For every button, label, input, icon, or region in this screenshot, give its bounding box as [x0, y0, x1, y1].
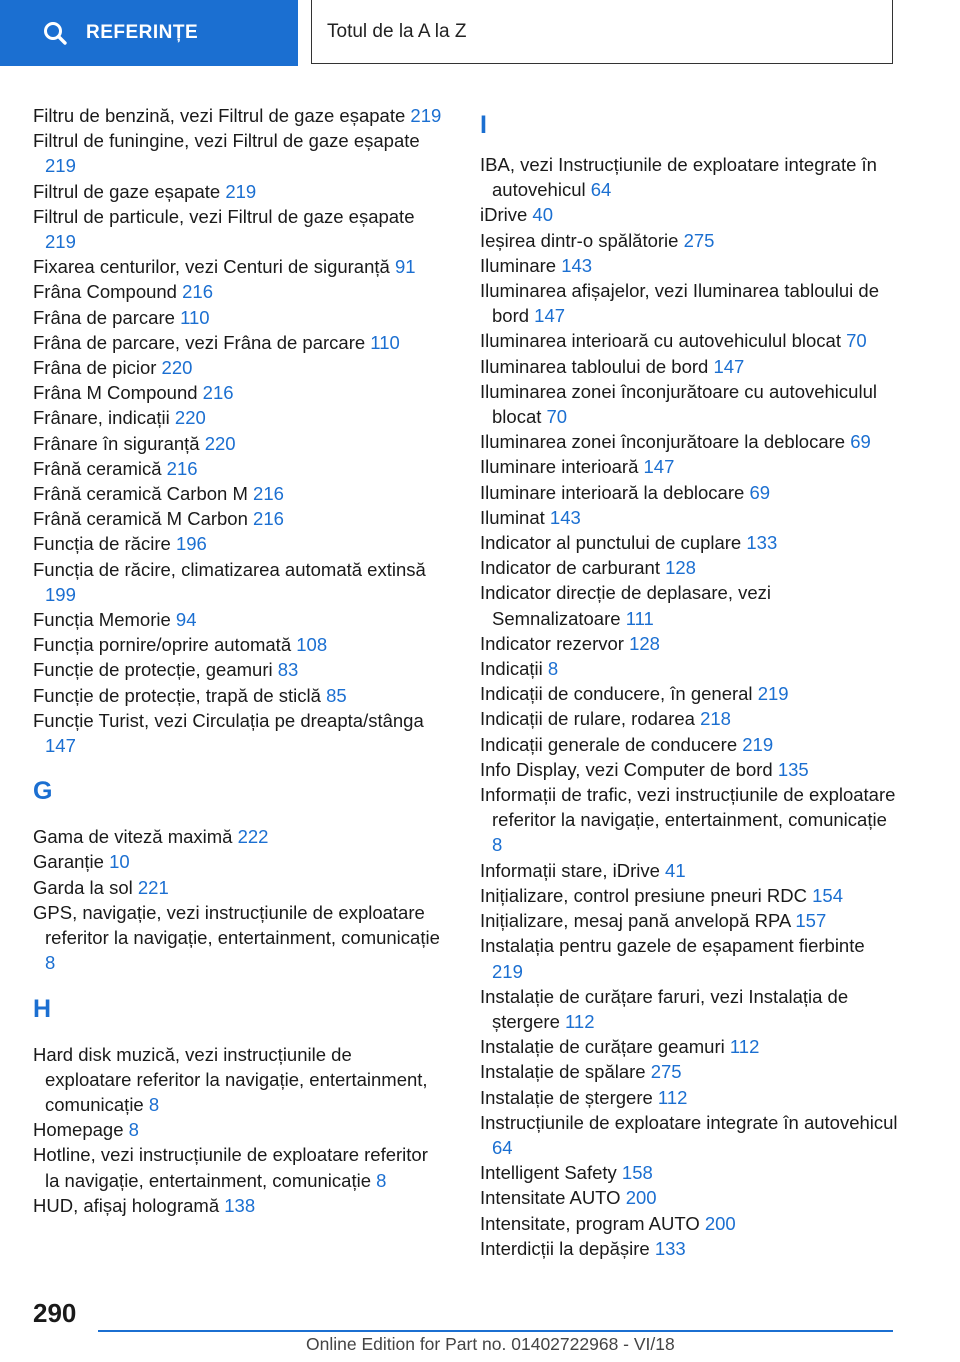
index-entry-text: Frâna Compound [33, 281, 177, 303]
index-entry-text: Frâna M Compound [33, 382, 198, 404]
index-letter-heading: H [33, 994, 52, 1023]
index-entry-text: Indicații generale de conducere [480, 733, 738, 755]
index-entry [33, 1042, 443, 1118]
index-entry [480, 1034, 900, 1059]
page-reference-link[interactable]: 216 [253, 483, 284, 505]
index-entry-text: Indicații de conducere, în general [480, 683, 753, 705]
index-entry-text: Frână ceramică Carbon M [33, 483, 248, 505]
page-reference-link[interactable]: 64 [492, 1136, 513, 1158]
section-title: Totul de la A la Z [327, 20, 467, 42]
index-entry [33, 632, 443, 657]
page-reference-link[interactable]: 133 [746, 532, 778, 554]
index-entry-text: Hard disk muzică, vezi instrucțiunile de exploatare referitor la navigație, entertainment, comunicație [33, 1043, 428, 1115]
page-reference-link[interactable]: 10 [109, 851, 130, 873]
page-reference-link[interactable]: 200 [625, 1187, 657, 1209]
index-entry-text: Instalație de ștergere [480, 1086, 653, 1108]
index-entry [480, 228, 900, 253]
page-reference-link[interactable]: 222 [237, 826, 269, 848]
index-entry [33, 279, 443, 304]
index-entry [33, 849, 443, 874]
page-reference-link[interactable]: 8 [547, 658, 559, 680]
index-entry-text: Informații stare, iDrive [480, 859, 660, 881]
index-entry [480, 858, 900, 883]
index-entry [33, 506, 443, 531]
page-reference-link[interactable]: 110 [370, 331, 400, 353]
index-entry-text: Filtru de benzină, vezi Filtrul de gaze eșapate [33, 105, 406, 126]
page-reference-link[interactable]: 220 [161, 357, 193, 379]
index-entry-text: Iluminare [480, 254, 557, 276]
page-reference-link[interactable]: 128 [629, 632, 660, 654]
index-entry-text: Instalație de curățare faruri, vezi Instalația de ștergere [480, 985, 849, 1032]
page-reference-link[interactable]: 8 [148, 1093, 160, 1115]
index-entry [480, 1059, 900, 1084]
index-entry-text: Instalația pentru gazele de eșapament fierbinte [480, 935, 865, 957]
page-reference-link[interactable]: 219 [45, 155, 76, 177]
page-reference-link[interactable]: 216 [182, 281, 213, 303]
page-reference-link[interactable]: 216 [166, 457, 198, 479]
index-entry [480, 328, 900, 353]
index-column-right [480, 103, 900, 1261]
index-entry [480, 253, 900, 278]
page-reference-link[interactable]: 220 [174, 407, 206, 429]
page-reference-link[interactable]: 108 [296, 634, 328, 656]
page-reference-link[interactable]: 70 [546, 406, 568, 428]
page-reference-link[interactable]: 143 [549, 506, 581, 528]
index-entry [480, 656, 900, 681]
page-reference-link[interactable]: 218 [700, 708, 731, 730]
index-entry [480, 908, 900, 933]
page-reference-link[interactable]: 219 [757, 683, 789, 705]
references-tab-label: REFERINȚE [86, 22, 199, 43]
index-entry-text: Frâna de parcare [33, 306, 175, 328]
index-entry-text: Iluminarea zonei înconjurătoare cu autovehiculul blocat [480, 380, 877, 428]
index-entry [33, 875, 443, 900]
index-entry-text: Intelligent Safety [480, 1162, 617, 1184]
index-letter-heading: I [480, 111, 487, 139]
index-entry [480, 278, 900, 328]
page-reference-link[interactable]: 40 [532, 204, 553, 226]
index-entry-text: Homepage [33, 1119, 124, 1141]
index-entry-text: Iluminare interioară la deblocare [480, 481, 745, 503]
index-entry [480, 782, 900, 858]
index-entry [33, 657, 443, 682]
index-entry-text: Indicator al punctului de cuplare [480, 532, 742, 554]
index-entry-text: Iluminarea zonei înconjurătoare la deblocare [480, 431, 846, 453]
index-entry-text: Instalație de spălare [480, 1061, 646, 1083]
index-entry [480, 1160, 900, 1185]
section-header [311, 0, 893, 64]
footer-divider [98, 1330, 893, 1332]
index-entry-text: Funcție de protecție, geamuri [33, 659, 273, 681]
references-tab[interactable] [0, 0, 298, 66]
index-entry-text: Informații de trafic, vezi instrucțiunile de exploatare referitor la navigație, entertainment, comunicație [480, 784, 896, 831]
index-entry [480, 429, 900, 454]
index-entry [480, 354, 900, 379]
page-reference-link[interactable]: 8 [128, 1119, 139, 1141]
index-entry [33, 330, 443, 355]
page-reference-link[interactable]: 219 [492, 960, 523, 982]
index-entry-text: HUD, afișaj hologramă [33, 1194, 220, 1216]
index-entry-text: Frână ceramică M Carbon [33, 508, 248, 530]
index-entry-text: Filtrul de gaze eșapate [33, 180, 221, 202]
index-entry [480, 580, 900, 630]
page-reference-link[interactable]: 8 [492, 834, 503, 856]
index-entry [33, 380, 443, 405]
index-column-left [33, 103, 443, 1218]
index-letter-heading: G [33, 777, 53, 806]
index-entry [33, 531, 443, 556]
index-entry-text: Frânare în siguranță [33, 432, 200, 454]
page-reference-link[interactable]: 158 [621, 1162, 653, 1184]
index-entry [480, 631, 900, 656]
index-entry-text: Ieșirea dintr-o spălătorie [480, 229, 679, 251]
index-entry [480, 706, 900, 731]
search-icon [42, 20, 68, 46]
index-entry [480, 480, 900, 505]
index-entry-text: GPS, navigație, vezi instrucțiunile de exploatare referitor la navigație, entertainment, comunicație [33, 901, 440, 949]
page-reference-link[interactable]: 69 [850, 431, 871, 453]
index-entry-text: Frână ceramică [33, 457, 162, 479]
index-entry [33, 1193, 443, 1218]
index-entry-text: Indicator direcție de deplasare, vezi Semnalizatoare [480, 582, 772, 629]
page-reference-link[interactable]: 275 [683, 229, 715, 251]
index-entry [33, 355, 443, 380]
page-reference-link[interactable]: 157 [795, 910, 827, 932]
page-reference-link[interactable]: 147 [45, 735, 76, 757]
index-entry-text: Frâna de parcare, vezi Frâna de parcare [33, 331, 366, 353]
index-entry-text: Garda la sol [33, 876, 133, 898]
index-entry-text: Funcția pornire/oprire automată [33, 634, 292, 656]
index-entry [480, 1085, 900, 1110]
index-entry [33, 481, 443, 506]
index-entry-text: Indicații [480, 658, 543, 680]
index-entry [33, 683, 443, 708]
edition-footer: Online Edition for Part no. 01402722968 - VI/18 [306, 1334, 675, 1354]
index-entry [33, 1117, 443, 1142]
page-reference-link[interactable]: 94 [175, 609, 197, 631]
index-entry [33, 824, 443, 849]
index-entry-text: Fixarea centurilor, vezi Centuri de siguranță [33, 256, 390, 278]
index-entry-text: Funcția de răcire [33, 533, 171, 555]
page-reference-link[interactable]: 199 [45, 583, 76, 605]
index-entry [33, 708, 443, 758]
page-reference-link[interactable]: 221 [137, 876, 169, 898]
index-entry-text: Intensitate AUTO [480, 1187, 621, 1209]
index-entry [480, 1236, 900, 1261]
page-reference-link[interactable]: 219 [45, 231, 76, 253]
page-reference-link[interactable]: 112 [729, 1036, 760, 1058]
index-entry [33, 1142, 443, 1192]
page-reference-link[interactable]: 200 [704, 1212, 736, 1234]
page-reference-link[interactable]: 154 [812, 884, 843, 906]
index-entry-text: Indicații de rulare, rodarea [480, 708, 695, 730]
page-reference-link[interactable]: 91 [394, 256, 416, 278]
index-entry-text: Filtrul de particule, vezi Filtrul de gaze eșapate [33, 205, 415, 227]
page-reference-link[interactable]: 133 [654, 1237, 686, 1259]
page-reference-link[interactable]: 216 [202, 382, 234, 404]
index-entry-text: Instrucțiunile de exploatare integrate în autovehicul [480, 1111, 898, 1133]
page-reference-link[interactable]: 85 [326, 684, 347, 706]
page-reference-link[interactable]: 8 [376, 1169, 387, 1191]
page-reference-link[interactable]: 219 [225, 180, 257, 202]
index-entry [480, 732, 900, 757]
index-entry [33, 128, 443, 178]
page-number: 290 [33, 1298, 77, 1328]
page-reference-link[interactable]: 135 [777, 758, 809, 780]
page-reference-link[interactable]: 69 [749, 481, 771, 503]
index-entry-text: Hotline, vezi instrucțiunile de exploatare referitor la navigație, entertainment, comunicație [33, 1144, 428, 1191]
index-entry-text: Frâna de picior [33, 357, 157, 379]
page-reference-link[interactable]: 110 [180, 306, 210, 328]
index-entry [480, 505, 900, 530]
page-reference-link[interactable]: 70 [846, 330, 867, 352]
index-entry [33, 254, 443, 279]
index-entry [480, 1211, 900, 1236]
index-entry [33, 900, 443, 976]
index-entry-text: Filtrul de funingine, vezi Filtrul de gaze eșapate [33, 130, 420, 152]
page-reference-link[interactable]: 219 [742, 733, 774, 755]
index-entry [480, 984, 900, 1034]
page-reference-link[interactable]: 147 [713, 355, 745, 377]
index-entry-text: Indicator de carburant [480, 557, 660, 579]
index-entry [480, 757, 900, 782]
index-entry [33, 103, 443, 128]
page-reference-link[interactable]: 138 [224, 1194, 256, 1216]
index-entry [480, 530, 900, 555]
page-reference-link[interactable]: 220 [204, 432, 236, 454]
index-entry-text: Funcție Turist, vezi Circulația pe dreapta/stânga [33, 709, 424, 731]
index-entry [33, 204, 443, 254]
index-entry-text: Iluminarea afișajelor, vezi Iluminarea tabloului de bord [480, 280, 879, 327]
index-entry-text: Info Display, vezi Computer de bord [480, 758, 773, 780]
page-reference-link[interactable]: 196 [175, 533, 207, 555]
index-entry [480, 379, 900, 429]
index-entry-text: Iluminarea interioară cu autovehiculul blocat [480, 330, 841, 352]
index-entry [33, 305, 443, 330]
index-entry-text: iDrive [480, 204, 528, 226]
index-entry [480, 1185, 900, 1210]
index-entry-text: Funcție de protecție, trapă de sticlă [33, 684, 321, 706]
index-entry-text: Iluminare interioară [480, 456, 639, 478]
index-entry-text: Inițializare, control presiune pneuri RDC [480, 884, 807, 906]
index-entry [480, 883, 900, 908]
page-reference-link[interactable]: 143 [561, 254, 593, 276]
index-entry [33, 456, 443, 481]
index-entry [480, 152, 900, 202]
page-reference-link[interactable]: 275 [650, 1061, 682, 1083]
index-entry-text: Iluminarea tabloului de bord [480, 355, 709, 377]
index-entry-text: Indicator rezervor [480, 632, 624, 654]
index-entry-text: Gama de viteză maximă [33, 826, 233, 848]
index-entry-text: Frânare, indicații [33, 407, 170, 429]
page-reference-link[interactable]: 41 [665, 859, 686, 881]
page-reference-link[interactable]: 112 [657, 1086, 688, 1108]
index-entry [480, 202, 900, 227]
page-reference-link[interactable]: 64 [590, 179, 612, 201]
index-entry [33, 607, 443, 632]
page-reference-link[interactable]: 219 [410, 105, 442, 126]
index-entry-text: IBA, vezi Instrucțiunile de exploatare integrate în autovehicul [480, 154, 877, 201]
index-entry-text: Funcția Memorie [33, 609, 171, 631]
page-reference-link[interactable]: 147 [643, 456, 675, 478]
index-entry-text: Iluminat [480, 506, 545, 528]
index-entry [480, 454, 900, 479]
index-entry-text: Interdicții la depășire [480, 1237, 650, 1259]
index-entry [33, 179, 443, 204]
page-reference-link[interactable]: 216 [253, 508, 284, 530]
index-entry-text: Instalație de curățare geamuri [480, 1036, 725, 1058]
index-entry-text: Garanție [33, 851, 104, 873]
index-entry [480, 1110, 900, 1160]
index-entry-text: Intensitate, program AUTO [480, 1212, 700, 1234]
index-entry-text: Inițializare, mesaj pană anvelopă RPA [480, 910, 791, 932]
page-reference-link[interactable]: 128 [665, 557, 696, 579]
page-reference-link[interactable]: 112 [565, 1010, 595, 1032]
index-entry [33, 431, 443, 456]
index-entry [33, 405, 443, 430]
index-entry [480, 933, 900, 983]
index-entry [33, 557, 443, 607]
page-reference-link[interactable]: 8 [45, 952, 56, 974]
index-entry [480, 555, 900, 580]
page-reference-link[interactable]: 111 [625, 607, 654, 629]
index-entry-text: Funcția de răcire, climatizarea automată extinsă [33, 558, 426, 580]
page-reference-link[interactable]: 147 [534, 305, 566, 327]
page-reference-link[interactable]: 83 [277, 659, 299, 681]
index-entry [480, 681, 900, 706]
